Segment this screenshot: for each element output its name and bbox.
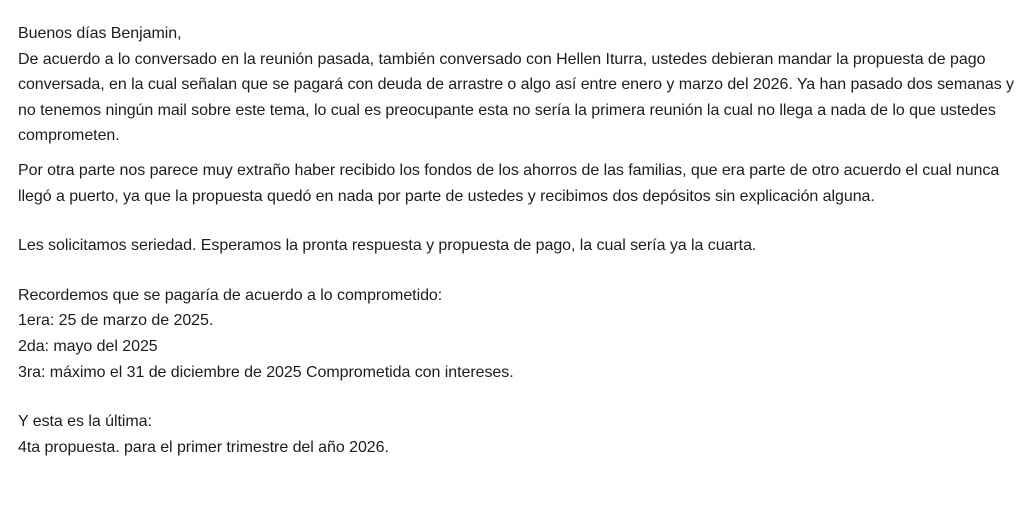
paragraph-meeting: De acuerdo a lo conversado en la reunión pasada, también conversado con Hellen Iturra, ustedes debieran mandar la propuesta de pago conversada, en la cual señalan que se pagará con deuda de arrastre o algo así entre enero y marzo del 2026. Ya han pasado dos semanas y no tenemos ningún mail sobre este tema, lo cual es preocupante esta no sería la primera reunión la cual no llega a nada de lo que ustedes comprometen.	[18, 50, 1014, 145]
greeting: Buenos días Benjamin,	[18, 25, 182, 42]
spacer	[18, 209, 1018, 233]
paragraph-request: Les solicitamos seriedad. Esperamos la pronta respuesta y propuesta de pago, la cual sería ya la cuarta.	[18, 237, 757, 255]
email-body	[18, 21, 1018, 460]
spacer	[18, 259, 1018, 283]
commitment-item: 1era: 25 de marzo de 2025.	[18, 312, 214, 330]
paragraph-savings: Por otra parte nos parece muy extraño haber recibido los fondos de los ahorros de las familias, que era parte de otro acuerdo el cual nunca llegó a puerto, ya que la propuesta quedó en nada por parte de ustedes y recibimos dos depósitos sin explicación alguna.	[18, 161, 1000, 205]
last-proposal: 4ta propuesta. para el primer trimestre del año 2026.	[18, 438, 389, 456]
commitment-item: 2da: mayo del 2025	[18, 337, 158, 355]
commitment-item: 3ra: máximo el 31 de diciembre de 2025 Comprometida con intereses.	[18, 363, 514, 381]
commitments-intro: Recordemos que se pagaría de acuerdo a lo comprometido:	[18, 286, 443, 304]
spacer	[18, 149, 1018, 158]
spacer	[18, 385, 1018, 409]
last-intro: Y esta es la última:	[18, 413, 152, 431]
